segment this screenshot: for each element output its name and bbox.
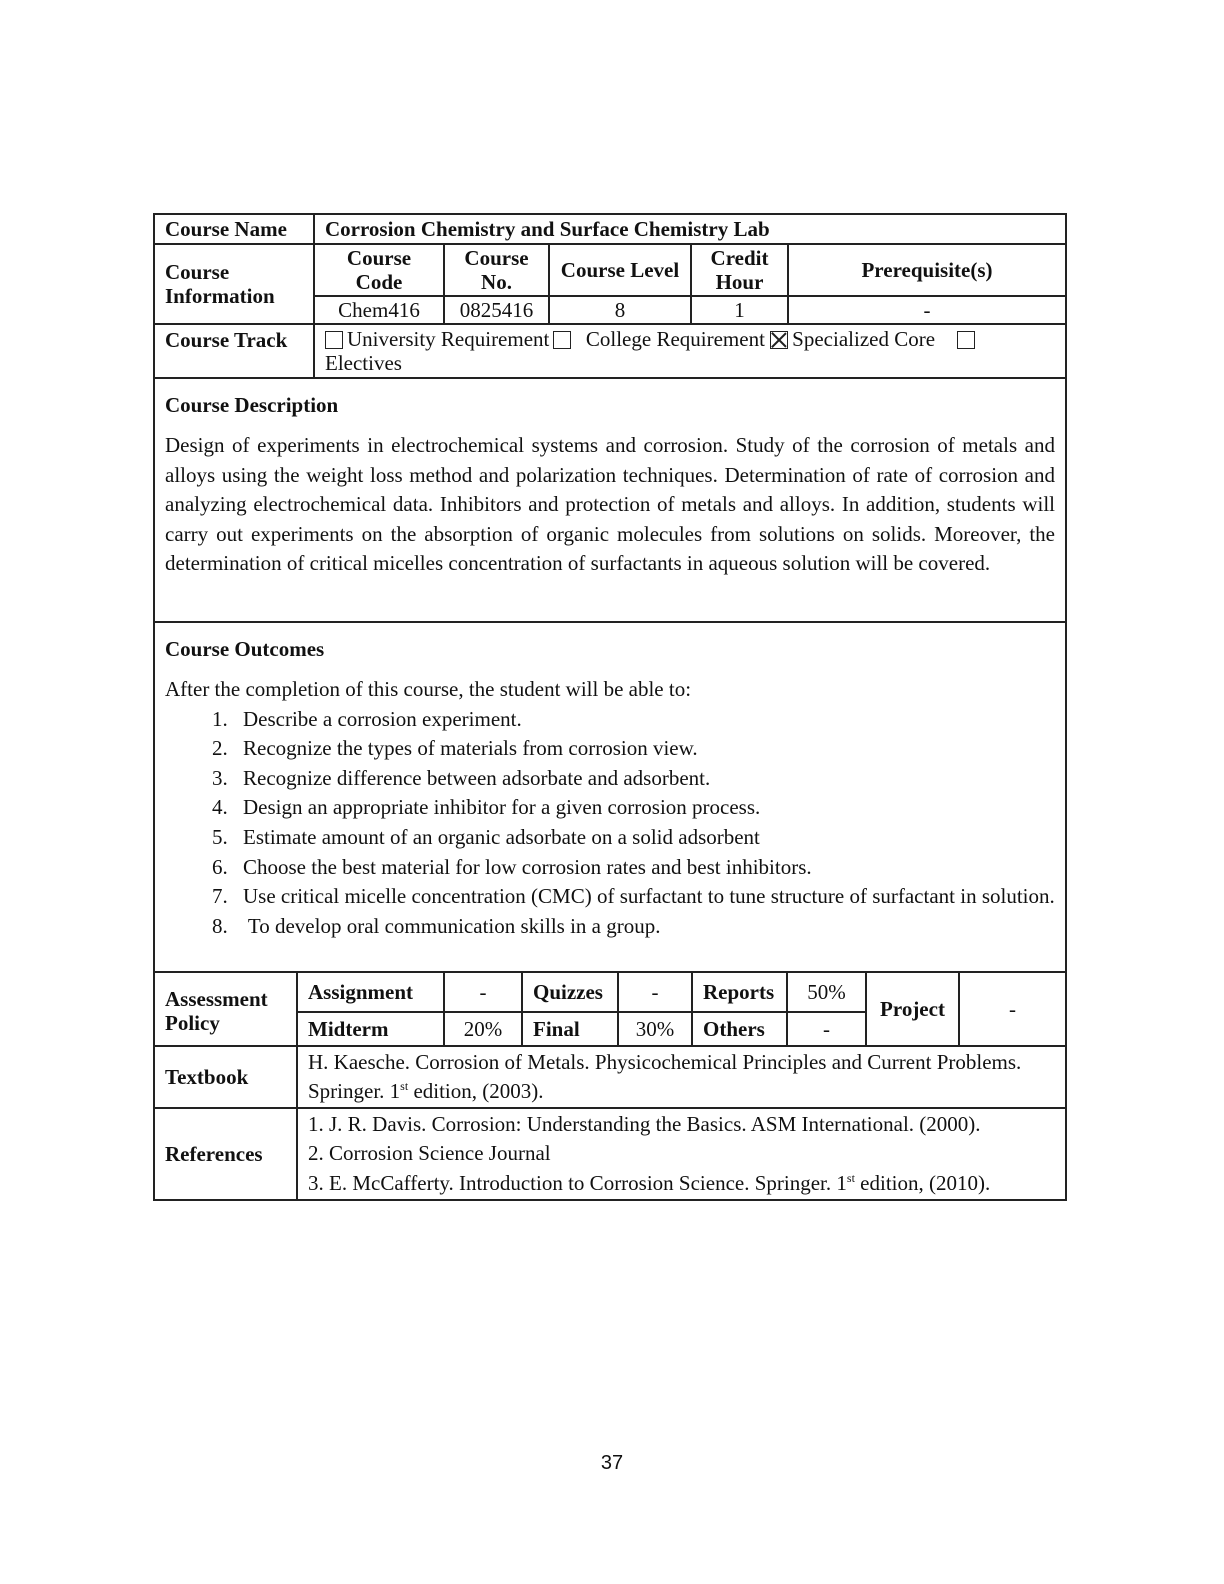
prerequisite-value: - bbox=[788, 296, 1066, 324]
list-item: 7. Use critical micelle concentration (CMC) of surfactant to tune structure of surfactant in solution. bbox=[233, 882, 1055, 912]
course-outcomes-intro: After the completion of this course, the student will be able to: bbox=[165, 677, 692, 701]
list-item: 3. Recognize difference between adsorbate and adsorbent. bbox=[233, 764, 1055, 794]
course-description-section bbox=[155, 379, 1065, 621]
course-spec-form bbox=[153, 213, 1067, 1201]
specialized-core-label: Specialized Core bbox=[792, 327, 936, 351]
course-track-label: Course Track bbox=[154, 324, 314, 378]
course-code-value: Chem416 bbox=[314, 296, 444, 324]
col-course-no: Course No. bbox=[444, 244, 549, 296]
reference-2: 2. Corrosion Science Journal bbox=[308, 1141, 551, 1166]
list-item: 1. Describe a corrosion experiment. bbox=[233, 705, 1055, 735]
final-value: 30% bbox=[618, 1012, 692, 1046]
col-course-code: Course Code bbox=[314, 244, 444, 296]
project-value: - bbox=[959, 972, 1066, 1046]
assignment-label: Assignment bbox=[297, 972, 444, 1012]
reference-3-prefix: 3. E. McCafferty. Introduction to Corrosion Science. Springer. 1 bbox=[308, 1170, 847, 1195]
college-requirement-checkbox[interactable] bbox=[553, 331, 571, 349]
university-requirement-checkbox[interactable] bbox=[325, 331, 343, 349]
course-outcomes-list bbox=[165, 705, 1055, 942]
others-label: Others bbox=[692, 1012, 787, 1046]
midterm-label: Midterm bbox=[297, 1012, 444, 1046]
reference-1: 1. J. R. Davis. Corrosion: Understanding the Basics. ASM International. (2000). bbox=[308, 1111, 981, 1136]
course-no-value: 0825416 bbox=[444, 296, 549, 324]
list-item: 8. To develop oral communication skills in a group. bbox=[233, 912, 1055, 942]
textbook-line-1: H. Kaesche. Corrosion of Metals. Physicochemical Principles and Current Problems. bbox=[308, 1050, 1022, 1074]
references-label: References bbox=[154, 1108, 297, 1200]
col-credit-hour: Credit Hour bbox=[691, 244, 788, 296]
references-value bbox=[297, 1108, 1066, 1200]
midterm-value: 20% bbox=[444, 1012, 522, 1046]
list-item: 2. Recognize the types of materials from corrosion view. bbox=[233, 734, 1055, 764]
credit-hour-value: 1 bbox=[691, 296, 788, 324]
reports-value: 50% bbox=[787, 972, 866, 1012]
assessment-policy-label: Assessment Policy bbox=[154, 972, 297, 1046]
reference-3-edition-suffix: st bbox=[846, 1170, 855, 1185]
quizzes-label: Quizzes bbox=[522, 972, 618, 1012]
textbook-line-2-prefix: Springer. 1 bbox=[308, 1079, 401, 1103]
course-track-options bbox=[314, 324, 1066, 378]
others-value: - bbox=[787, 1012, 866, 1046]
textbook-value bbox=[297, 1046, 1066, 1108]
course-level-value: 8 bbox=[549, 296, 691, 324]
course-description-text: Design of experiments in electrochemical systems and corrosion. Study of the corrosion of metals and alloys using the weight loss method and polarization techniques. Determination of rate of corrosion and analyzing electrochemical data. Inhibitors and protection of metals and alloys. In addition, students will carry out experiments on the absorption of organic molecules from solutions on solids. Moreover, the determination of critical micelles concentration of surfactants in aqueous solution will be covered. bbox=[165, 433, 1055, 576]
electives-checkbox[interactable] bbox=[957, 331, 975, 349]
course-header-table bbox=[153, 213, 1067, 379]
course-outcomes-section bbox=[155, 621, 1065, 971]
list-item: 4. Design an appropriate inhibitor for a given corrosion process. bbox=[233, 793, 1055, 823]
list-item: 6. Choose the best material for low corrosion rates and best inhibitors. bbox=[233, 853, 1055, 883]
project-label: Project bbox=[866, 972, 959, 1046]
textbook-edition-suffix: st bbox=[400, 1079, 409, 1093]
reference-3-suffix: edition, (2010). bbox=[854, 1170, 991, 1195]
assessment-table bbox=[153, 971, 1067, 1201]
page-number: 37 bbox=[600, 1452, 624, 1474]
course-name-label: Course Name bbox=[154, 214, 314, 244]
college-requirement-label: College Requirement bbox=[585, 327, 765, 351]
course-outcomes-title: Course Outcomes bbox=[165, 637, 325, 661]
specialized-core-checkbox[interactable] bbox=[770, 331, 788, 349]
col-course-level: Course Level bbox=[549, 244, 691, 296]
electives-label: Electives bbox=[325, 351, 402, 375]
quizzes-value: - bbox=[618, 972, 692, 1012]
list-item: 5. Estimate amount of an organic adsorbate on a solid adsorbent bbox=[233, 823, 1055, 853]
course-info-label: Course Information bbox=[154, 244, 314, 324]
university-requirement-label: University Requirement bbox=[347, 327, 550, 351]
course-description-title: Course Description bbox=[165, 393, 339, 417]
final-label: Final bbox=[522, 1012, 618, 1046]
col-prerequisites: Prerequisite(s) bbox=[788, 244, 1066, 296]
course-name-value: Corrosion Chemistry and Surface Chemistry Lab bbox=[314, 214, 1066, 244]
textbook-line-2-suffix: edition, (2003). bbox=[408, 1079, 544, 1103]
assignment-value: - bbox=[444, 972, 522, 1012]
textbook-label: Textbook bbox=[154, 1046, 297, 1108]
reports-label: Reports bbox=[692, 972, 787, 1012]
